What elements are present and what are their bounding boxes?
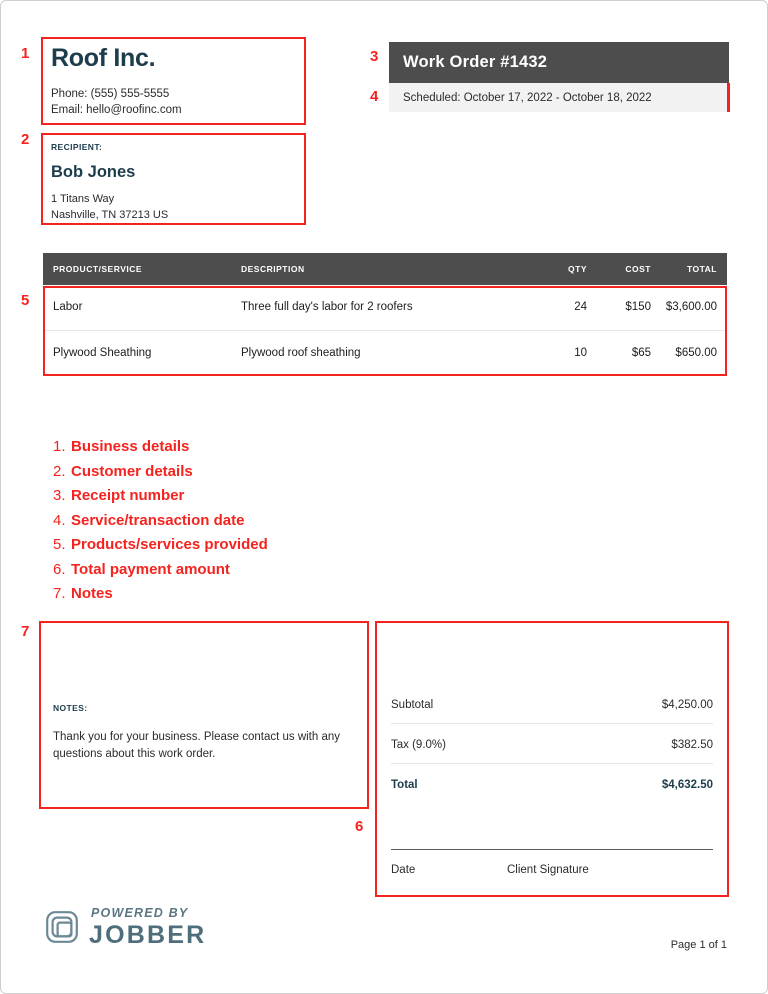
- cell-cost: $150: [597, 285, 661, 330]
- legend-index-7: 7.: [53, 585, 66, 602]
- legend-item-2: [53, 460, 393, 485]
- legend-label-5: Products/services provided: [71, 536, 268, 553]
- column-header-cost: COST: [597, 253, 661, 285]
- totals-row-subtotal: [391, 699, 713, 724]
- totals-row-total: [391, 779, 713, 803]
- legend-label-2: Customer details: [71, 462, 193, 480]
- business-name: Roof Inc.: [51, 44, 156, 72]
- recipient-name: Bob Jones: [51, 163, 136, 181]
- total-label: Total: [391, 779, 418, 791]
- legend-label-7: Notes: [71, 585, 113, 602]
- column-header-description: DESCRIPTION: [231, 253, 531, 285]
- date-label: Date: [391, 864, 416, 876]
- line-items-table-body: [43, 285, 727, 375]
- powered-by-text: POWERED BY: [91, 906, 189, 920]
- client-signature-label: Client Signature: [507, 864, 589, 876]
- legend-index-4: 4.: [53, 511, 66, 529]
- work-order-title: Work Order #1432: [403, 53, 548, 71]
- legend-item-7: [53, 582, 393, 607]
- work-order-header-bar: [389, 42, 729, 83]
- annotation-bar-scheduled: [727, 83, 730, 112]
- tax-label: Tax (9.0%): [391, 739, 446, 751]
- line-items-table: [43, 253, 727, 376]
- cell-qty: 24: [531, 285, 597, 330]
- cell-description: Plywood roof sheathing: [231, 330, 531, 375]
- annotation-number-6: 6: [355, 818, 364, 835]
- totals-panel: [375, 621, 729, 897]
- signature-line: [391, 849, 713, 850]
- legend-item-4: [53, 509, 393, 534]
- legend-index-6: 6.: [53, 560, 66, 578]
- jobber-wordmark: JOBBER: [89, 920, 207, 949]
- legend-index-5: 5.: [53, 536, 66, 553]
- subtotal-label: Subtotal: [391, 699, 434, 711]
- legend-index-2: 2.: [53, 462, 66, 480]
- powered-by-jobber-logo: [45, 907, 206, 948]
- line-items-table-head: [43, 253, 727, 285]
- table-row: [43, 285, 727, 330]
- column-header-total: TOTAL: [661, 253, 727, 285]
- cell-total: $3,600.00: [661, 285, 727, 330]
- notes-label: NOTES:: [53, 703, 88, 713]
- annotation-number-1: 1: [21, 45, 30, 62]
- cell-qty: 10: [531, 330, 597, 375]
- tax-value: $382.50: [671, 739, 713, 751]
- annotation-number-3: 3: [370, 48, 379, 65]
- cell-cost: $65: [597, 330, 661, 375]
- legend-label-3: Receipt number: [71, 487, 185, 504]
- cell-product: Plywood Sheathing: [43, 330, 231, 375]
- cell-product: Labor: [43, 285, 231, 330]
- jobber-spiral-icon: [45, 910, 79, 944]
- column-header-qty: QTY: [531, 253, 597, 285]
- cell-description: Three full day's labor for 2 roofers: [231, 285, 531, 330]
- page-number: Page 1 of 1: [670, 939, 727, 951]
- totals-row-tax: [391, 739, 713, 764]
- recipient-address-line-1: 1 Titans Way: [51, 193, 115, 206]
- annotation-legend: [53, 435, 393, 607]
- notes-body: Thank you for your business. Please contact us with any questions about this work order.: [53, 731, 341, 761]
- legend-index-3: 3.: [53, 487, 66, 504]
- work-order-scheduled-text: Scheduled: October 17, 2022 - October 18, 2022: [403, 91, 652, 104]
- annotation-number-2: 2: [21, 131, 30, 148]
- table-row: [43, 330, 727, 375]
- annotation-number-5: 5: [21, 292, 30, 309]
- legend-label-4: Service/transaction date: [71, 511, 245, 529]
- legend-item-3: [53, 484, 393, 509]
- legend-label-6: Total payment amount: [71, 560, 230, 578]
- total-value: $4,632.50: [661, 779, 713, 791]
- table-header-row: [43, 253, 727, 285]
- legend-item-1: [53, 435, 393, 460]
- column-header-product: PRODUCT/SERVICE: [43, 253, 231, 285]
- legend-item-5: [53, 533, 393, 558]
- recipient-block: [41, 133, 306, 225]
- business-phone: Phone: (555) 555-5555: [51, 87, 170, 100]
- recipient-label: RECIPIENT:: [51, 142, 103, 152]
- business-email: Email: hello@roofinc.com: [51, 104, 182, 117]
- subtotal-value: $4,250.00: [661, 699, 713, 711]
- recipient-address-line-2: Nashville, TN 37213 US: [51, 209, 169, 222]
- notes-panel: [39, 621, 369, 809]
- work-order-scheduled-bar: [389, 83, 729, 112]
- annotation-number-4: 4: [370, 88, 379, 105]
- business-details-block: [41, 37, 306, 125]
- legend-label-1: Business details: [71, 438, 190, 455]
- cell-total: $650.00: [661, 330, 727, 375]
- legend-item-6: [53, 558, 393, 583]
- annotation-number-7: 7: [21, 623, 30, 640]
- legend-index-1: 1.: [53, 438, 66, 455]
